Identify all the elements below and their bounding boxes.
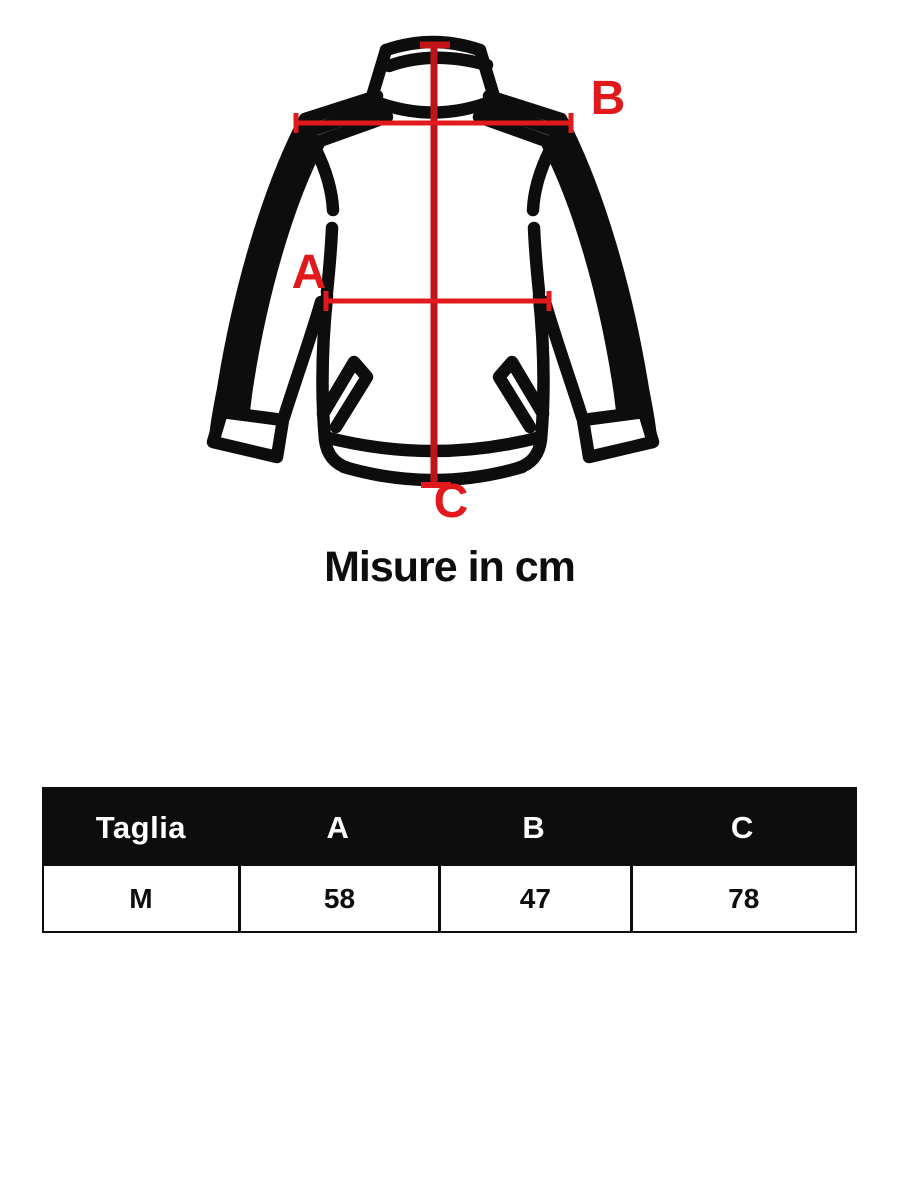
measure-label-a: A: [291, 246, 327, 299]
jacket-sleeve-left-inner-path: [284, 302, 321, 417]
size-table-cell-b: 47: [438, 866, 629, 931]
size-table-row: [44, 866, 855, 931]
size-table-header-taglia: Taglia: [95, 809, 187, 845]
jacket-raglan-left-upper-path: [316, 150, 333, 210]
jacket-sleeve-right-inner-path: [545, 302, 582, 417]
size-table-cell-c: 78: [630, 866, 855, 931]
diagram-caption: Misure in cm: [324, 543, 575, 591]
jacket-raglan-left-lower-path: [327, 228, 332, 292]
jacket-raglan-right-lower-path: [534, 228, 539, 292]
size-table-cell-taglia: M: [129, 882, 153, 914]
size-table-header-row: [44, 789, 855, 866]
jacket-cuff-right-path: [583, 412, 653, 457]
measure-label-b: B: [590, 72, 626, 125]
size-table-header-c: C: [730, 809, 754, 845]
jacket-raglan-right-upper-path: [533, 150, 550, 210]
jacket-collar-fold-path: [389, 58, 487, 66]
size-table-header-b: B: [522, 809, 546, 845]
size-table-header-a: A: [326, 809, 350, 845]
size-table: [42, 787, 857, 933]
measure-label-c: C: [433, 475, 469, 528]
jacket-cuff-left-path: [213, 412, 283, 457]
jacket-measurement-diagram: [0, 0, 899, 535]
size-table-cell-a: 58: [238, 866, 438, 931]
